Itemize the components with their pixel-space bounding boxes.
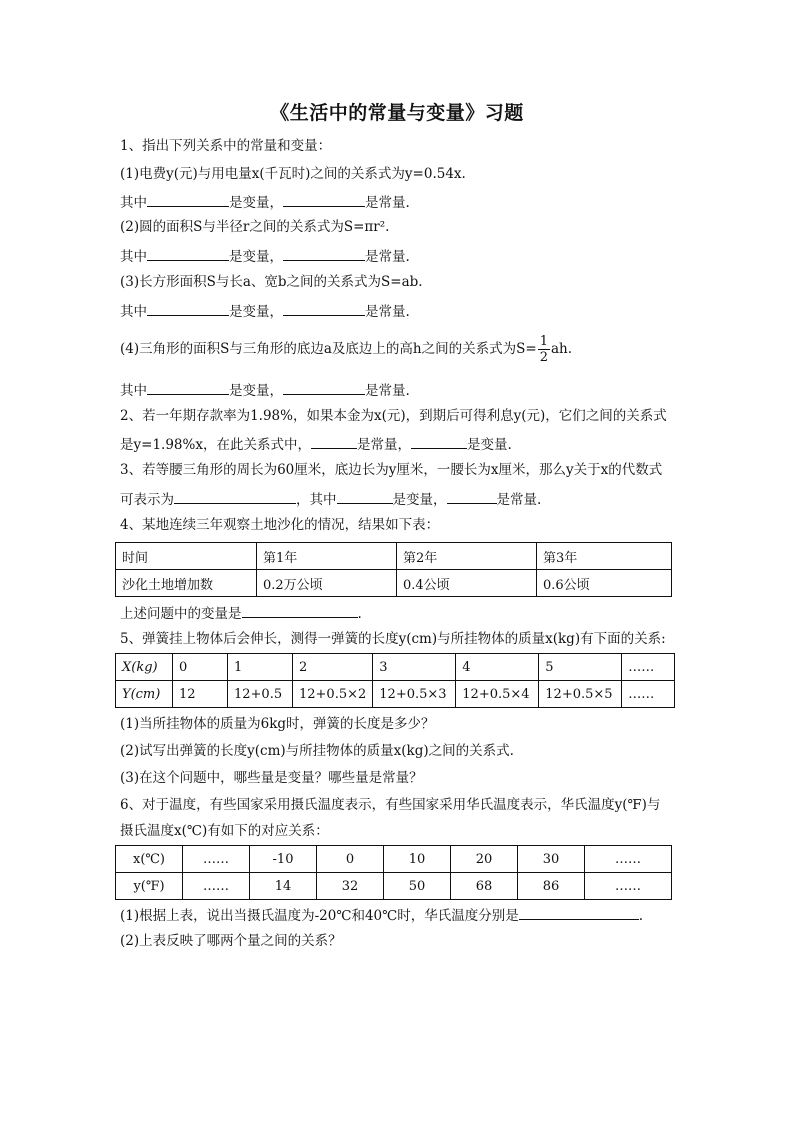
answer-blank[interactable] — [147, 301, 229, 316]
q6-sub1: (1)根据上表，说出当摄氏温度为-20℃和40℃时，华氏温度分别是 . — [120, 905, 643, 925]
table-cell: 时间 — [116, 543, 257, 570]
q4-followup: 上述问题中的变量是 . — [120, 603, 362, 623]
q1-stem: 1、指出下列关系中的常量和变量： — [120, 138, 332, 154]
answer-blank[interactable] — [283, 246, 365, 261]
table-row — [116, 681, 675, 708]
table-row — [116, 873, 672, 900]
table-cell: 12+0.5 — [228, 681, 293, 708]
temperature-table — [115, 845, 672, 900]
table-cell: 4 — [456, 654, 539, 681]
answer-blank[interactable] — [147, 246, 229, 261]
q6-line2: 摄氏温度x(℃)有如下的对应关系： — [120, 823, 329, 839]
table-cell: …… — [622, 681, 675, 708]
answer-blank[interactable] — [242, 603, 358, 618]
table-cell: 12+0.5×3 — [373, 681, 456, 708]
fraction-one-half: $\frac{1}{2}$ — [539, 334, 548, 365]
table-cell: 第1年 — [257, 543, 397, 570]
q5-sub3: (3)在这个问题中，哪些量是变量？哪些量是常量？ — [120, 770, 423, 786]
table-cell: X(kg) — [116, 654, 173, 681]
answer-blank[interactable] — [147, 380, 229, 395]
table-cell: 0.2万公顷 — [257, 570, 397, 597]
q1-fill-4: 其中 是变量， 是常量. — [120, 380, 410, 400]
q2-line2: 是y=1.98%x，在此关系式中， 是常量， 是变量. — [120, 434, 512, 454]
table-cell: -10 — [250, 846, 317, 873]
q1-part1: (1)电费y(元)与用电量x(千瓦时)之间的关系式为y=0.54x. — [120, 166, 466, 182]
table-cell: x(℃) — [116, 846, 183, 873]
table-cell: …… — [183, 846, 250, 873]
answer-blank[interactable] — [283, 301, 365, 316]
table-row — [116, 543, 672, 570]
q6-line1: 6、对于温度，有些国家采用摄氏温度表示，有些国家采用华氏温度表示，华氏温度y(℉)与 — [120, 797, 661, 813]
table-cell: 0.4公顷 — [397, 570, 537, 597]
table-cell: …… — [585, 846, 672, 873]
table-cell: …… — [622, 654, 675, 681]
table-cell: 30 — [518, 846, 585, 873]
table-cell: 32 — [317, 873, 384, 900]
answer-blank[interactable] — [174, 489, 296, 504]
table-cell: 第3年 — [537, 543, 672, 570]
table-cell: 10 — [384, 846, 451, 873]
table-cell: 14 — [250, 873, 317, 900]
table-cell: Y(cm) — [116, 681, 173, 708]
table-cell: 5 — [539, 654, 622, 681]
table-cell: 1 — [228, 654, 293, 681]
table-cell: 第2年 — [397, 543, 537, 570]
q4-stem: 4、某地连续三年观察土地沙化的情况，结果如下表： — [120, 517, 440, 533]
table-cell: 12+0.5×4 — [456, 681, 539, 708]
q1-fill-3: 其中 是变量， 是常量. — [120, 301, 410, 321]
table-cell: …… — [183, 873, 250, 900]
table-cell: 0 — [173, 654, 228, 681]
table-cell: …… — [585, 873, 672, 900]
q3-line2: 可表示为 ，其中 是变量， 是常量. — [120, 489, 541, 509]
q5-stem: 5、弹簧挂上物体后会伸长，测得一弹簧的长度y(cm)与所挂物体的质量x(kg)有下面的关系: — [120, 631, 666, 647]
desertification-table — [115, 542, 672, 597]
q1-part4: (4)三角形的面积S与三角形的底边a及底边上的高h之间的关系式为S= $\frac{1}{2}$ ah. — [120, 334, 573, 365]
answer-blank[interactable] — [519, 905, 639, 920]
q1-fill-2: 其中 是变量， 是常量. — [120, 246, 410, 266]
q5-sub1: (1)当所挂物体的质量为6kg时，弹簧的长度是多少？ — [120, 716, 435, 732]
answer-blank[interactable] — [283, 192, 365, 207]
answer-blank[interactable] — [411, 434, 467, 449]
table-cell: 86 — [518, 873, 585, 900]
table-row — [116, 654, 675, 681]
table-cell: 12+0.5×5 — [539, 681, 622, 708]
table-cell: 0.6公顷 — [537, 570, 672, 597]
page-title: 《生活中的常量与变量》习题 — [270, 102, 524, 124]
table-cell: 沙化土地增加数 — [116, 570, 257, 597]
table-cell: y(℉) — [116, 873, 183, 900]
q2-line1: 2、若一年期存款率为1.98%，如果本金为x(元)，到期后可得利息y(元)，它们之间的关系式 — [120, 408, 667, 424]
table-cell: 3 — [373, 654, 456, 681]
table-row — [116, 570, 672, 597]
table-cell: 12 — [173, 681, 228, 708]
table-cell: 68 — [451, 873, 518, 900]
q1-fill-1: 其中 是变量， 是常量. — [120, 192, 410, 212]
q3-line1: 3、若等腰三角形的周长为60厘米，底边长为y厘米，一腰长为x厘米，那么y关于x的代数式 — [120, 462, 663, 478]
answer-blank[interactable] — [337, 489, 393, 504]
answer-blank[interactable] — [447, 489, 497, 504]
spring-table — [115, 653, 675, 708]
answer-blank[interactable] — [147, 192, 229, 207]
answer-blank[interactable] — [283, 380, 365, 395]
table-cell: 12+0.5×2 — [293, 681, 373, 708]
table-cell: 0 — [317, 846, 384, 873]
q1-part2: (2)圆的面积S与半径r之间的关系式为S=πr². — [120, 219, 390, 235]
table-cell: 2 — [293, 654, 373, 681]
q6-sub2: (2)上表反映了哪两个量之间的关系？ — [120, 933, 342, 949]
q1-part3: (3)长方形面积S与长a、宽b之间的关系式为S=ab. — [120, 274, 423, 290]
table-cell: 50 — [384, 873, 451, 900]
table-cell: 20 — [451, 846, 518, 873]
table-row — [116, 846, 672, 873]
answer-blank[interactable] — [311, 434, 357, 449]
q5-sub2: (2)试写出弹簧的长度y(cm)与所挂物体的质量x(kg)之间的关系式. — [120, 743, 514, 759]
